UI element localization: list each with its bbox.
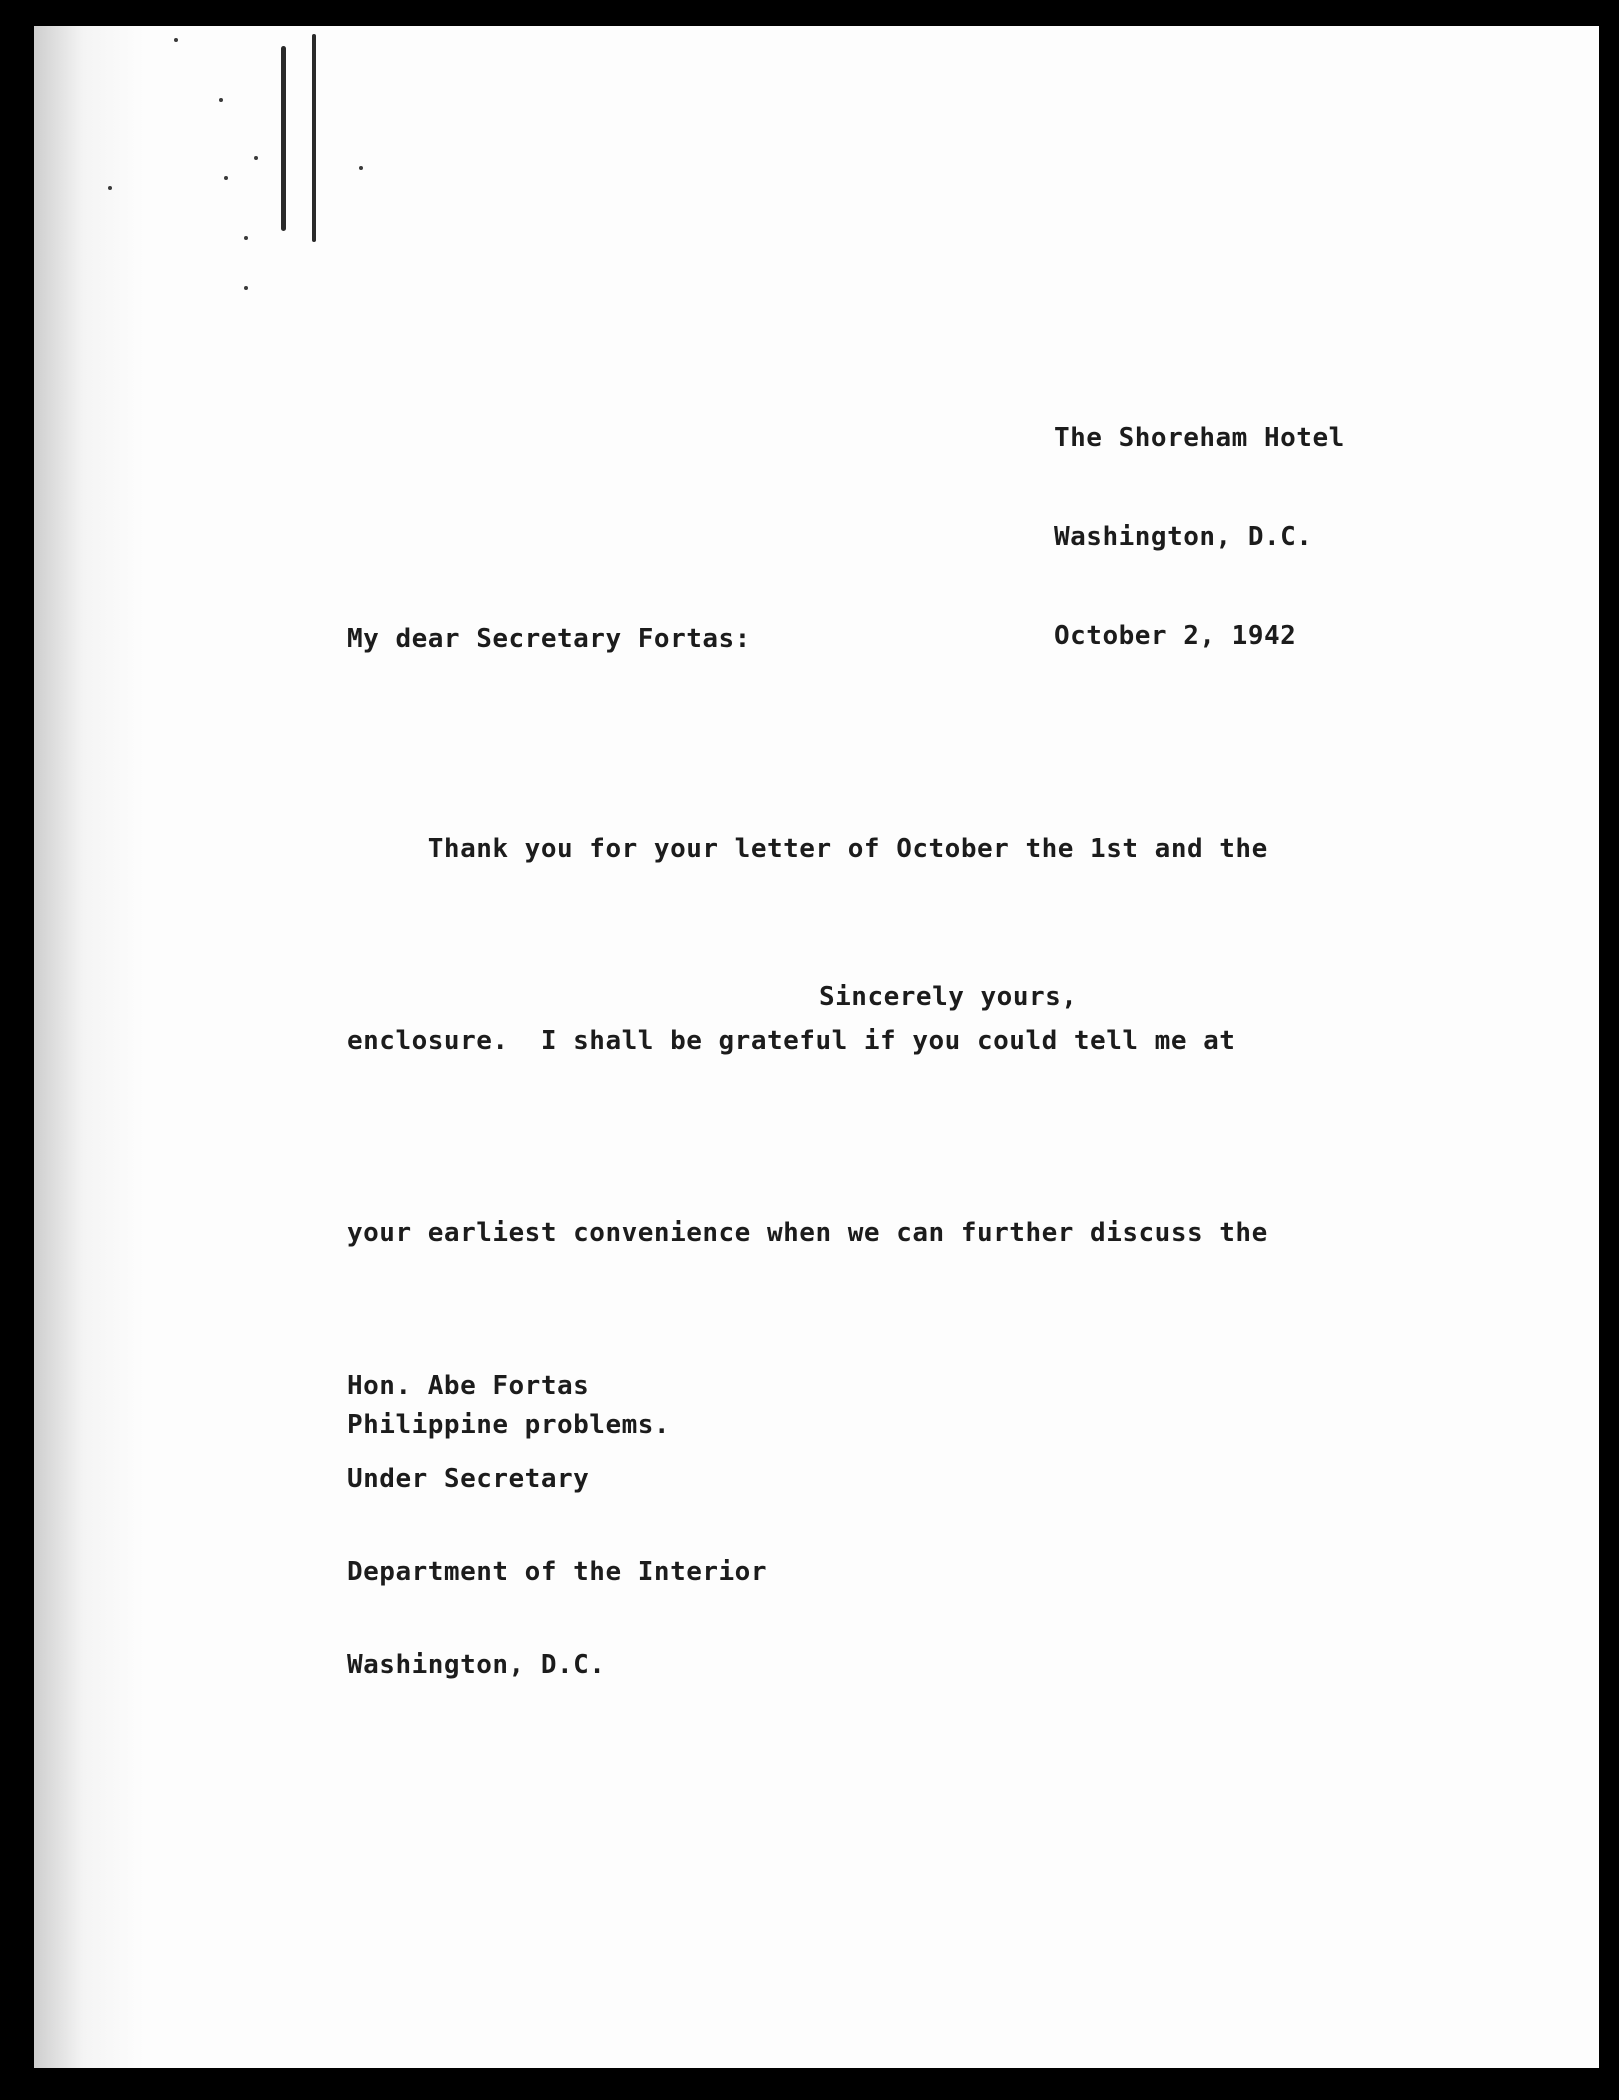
speck [224, 176, 228, 180]
body-line: your earliest convenience when we can further discuss the [347, 1218, 1268, 1248]
recipient-title: Under Secretary [347, 1464, 590, 1494]
letter-page [34, 26, 1599, 2068]
speck [359, 166, 363, 170]
speck [219, 98, 223, 102]
body-line: Thank you for your letter of October the 1st and the [347, 834, 1268, 864]
recipient-department: Department of the Interior [347, 1557, 767, 1587]
speck [244, 236, 248, 240]
speck [174, 38, 178, 42]
header-place: The Shoreham Hotel [1054, 423, 1345, 453]
speck [254, 156, 258, 160]
letter-header [1054, 356, 1345, 719]
body-line: enclosure. I shall be grateful if you could tell me at [347, 1026, 1236, 1056]
salutation: My dear Secretary Fortas: [347, 624, 751, 654]
closing: Sincerely yours, [819, 982, 1078, 1012]
header-date: October 2, 1942 [1054, 621, 1297, 651]
body-line: Philippine problems. [347, 1410, 671, 1440]
recipient-name: Hon. Abe Fortas [347, 1371, 590, 1401]
speck [244, 286, 248, 290]
speck [108, 186, 112, 190]
punch-mark-left [281, 46, 286, 231]
recipient-city: Washington, D.C. [347, 1650, 606, 1680]
recipient-address [347, 1309, 767, 1743]
header-city: Washington, D.C. [1054, 522, 1313, 552]
punch-mark-right [312, 34, 316, 242]
